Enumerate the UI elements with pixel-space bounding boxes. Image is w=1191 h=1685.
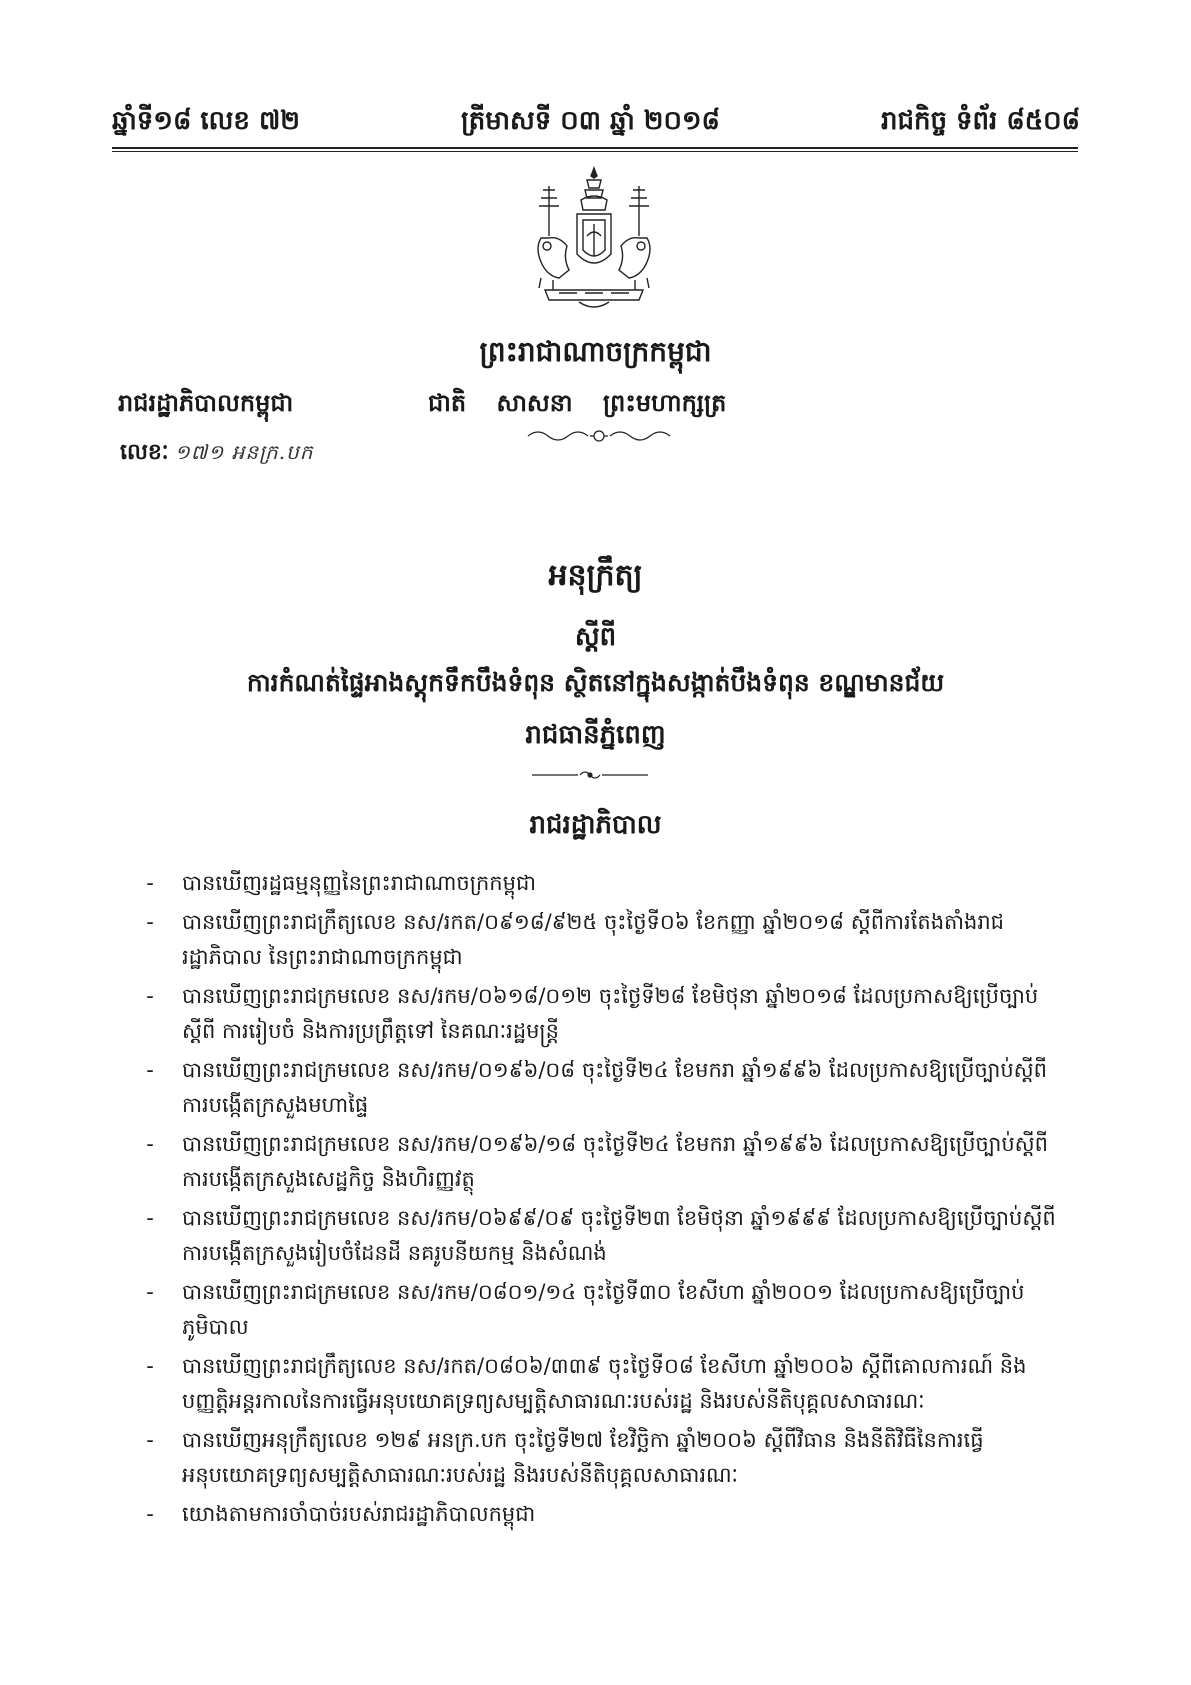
recital-text: បានឃើញព្រះរាជក្រមលេខ នស/រកម/០១៩៦/១៨ ចុះថ្ងៃទី២៤ ខែមករា ឆ្នាំ១៩៩៦ ដែលប្រកាសឱ្យប្រើច្បាប់ស្តីពីការបង្កើតក្រសួងសេដ្ឋកិច្ច និងហិរញ្ញវត្ថុ — [182, 1132, 1048, 1191]
reference-value: ១៧១ អនក្រ.បក — [174, 440, 314, 464]
recital-text: បានឃើញព្រះរាជក្រមលេខ នស/រកម/០៦១៨/០១២ ចុះថ្ងៃទី២៨ ខែមិថុនា ឆ្នាំ២០១៨ ដែលប្រកាសឱ្យប្រើច្បាប់ស្តីពី ការរៀបចំ និងការប្រព្រឹត្តទៅ នៃគណៈរដ្ឋមន្ត្រី — [182, 984, 1039, 1043]
list-item — [140, 1201, 1060, 1271]
list-marker: - — [146, 1502, 154, 1526]
recital-text: បានឃើញរដ្ឋធម្មនុញ្ញនៃព្រះរាជាណាចក្រកម្ពុជា — [182, 871, 536, 895]
list-marker: - — [146, 1280, 154, 1304]
reference-number — [120, 438, 313, 470]
period: ត្រីមាសទី ០៣ ឆ្នាំ ២០១៨ — [460, 106, 720, 136]
recital-text: បានឃើញព្រះរាជក្រឹត្យលេខ នស/រកត/០៨០៦/៣៣៩ ចុះថ្ងៃទី០៨ ខែសីហា ឆ្នាំ២០០៦ ស្តីពីគោលការណ៍ និងបញ្ញត្តិអន្តរកាលនៃការធ្វើអនុបយោគទ្រព្យសម្បត្តិសាធារណៈរបស់រដ្ឋ និងរបស់នីតិបុគ្គលសាធារណៈ — [182, 1354, 1027, 1413]
issuer: រាជរដ្ឋាភិបាលកម្ពុជា — [118, 389, 294, 417]
header-rule — [112, 147, 1078, 152]
royal-arms-emblem-icon — [519, 166, 669, 316]
list-item — [140, 866, 1060, 901]
recitals-list — [140, 866, 1060, 1536]
year-issue: ឆ្នាំទី១៨ លេខ ៧២ — [112, 106, 300, 136]
gazette-header — [112, 92, 1080, 142]
gazette-page-number: រាជកិច្ច ទំព័រ ៨៥០៨ — [880, 106, 1080, 136]
recital-text: បានឃើញព្រះរាជក្រមលេខ នស/រកម/០៦៩៩/០៩ ចុះថ្ងៃទី២៣ ខែមិថុនា ឆ្នាំ១៩៩៩ ដែលប្រកាសឱ្យប្រើច្បាប់ស្តីពីការបង្កើតក្រសួងរៀបចំដែនដី នគរូបនីយកម្ម និងសំណង់ — [182, 1206, 1056, 1265]
recital-text: បានឃើញព្រះរាជក្រឹត្យលេខ នស/រកត/០៩១៨/៩២៥ ចុះថ្ងៃទី០៦ ខែកញ្ញា ឆ្នាំ២០១៨ ស្តីពីការតែងតាំងរាជរដ្ឋាភិបាល នៃព្រះរាជាណាចក្រកម្ពុជា — [182, 910, 1005, 969]
list-marker: - — [146, 984, 154, 1008]
recital-text: បានឃើញព្រះរាជក្រមលេខ នស/រកម/០១៩៦/០៨ ចុះថ្ងៃទី២៤ ខែមករា ឆ្នាំ១៩៩៦ ដែលប្រកាសឱ្យប្រើច្បាប់ស្តីពីការបង្កើតក្រសួងមហាផ្ទៃ — [182, 1058, 1047, 1117]
recital-text: បានឃើញព្រះរាជក្រមលេខ នស/រកម/០៨០១/១៤ ចុះថ្ងៃទី៣០ ខែសីហា ឆ្នាំ២០០១ ដែលប្រកាសឱ្យប្រើច្បាប់ភូមិបាល — [182, 1280, 1025, 1339]
list-item — [140, 1275, 1060, 1345]
list-marker: - — [146, 871, 154, 895]
kingdom-name: ព្រះរាជាណាចក្រកម្ពុជា — [479, 335, 712, 368]
list-marker: - — [146, 1206, 154, 1230]
list-item — [140, 1497, 1060, 1532]
recital-text: យោងតាមការចាំបាច់របស់រាជរដ្ឋាភិបាលកម្ពុជា — [182, 1502, 536, 1526]
list-item — [140, 1423, 1060, 1493]
list-marker: - — [146, 1132, 154, 1156]
list-item — [140, 1053, 1060, 1123]
ornament-divider-icon — [530, 768, 650, 782]
list-marker: - — [146, 1428, 154, 1452]
document-subject: ការកំណត់ផ្ទៃអាងស្តុកទឹកបឹងទំពុន ស្ថិតនៅក្នុងសង្កាត់បឹងទំពុន ខណ្ឌមានជ័យ — [246, 668, 945, 697]
reference-label: លេខៈ — [120, 440, 169, 465]
list-item — [140, 1127, 1060, 1197]
list-marker: - — [146, 1354, 154, 1378]
ornament-divider-icon — [524, 426, 674, 446]
list-marker: - — [146, 1058, 154, 1082]
document-on: ស្តីពី — [574, 622, 617, 652]
list-marker: - — [146, 910, 154, 934]
list-item — [140, 979, 1060, 1049]
national-motto: ជាតិ សាសនា ព្រះមហាក្សត្រ — [428, 389, 727, 417]
list-item — [140, 1349, 1060, 1419]
issuing-authority: រាជរដ្ឋាភិបាល — [529, 810, 662, 840]
recital-text: បានឃើញអនុក្រឹត្យលេខ ១២៩ អនក្រ.បក ចុះថ្ងៃទី២៧ ខែវិច្ឆិកា ឆ្នាំ២០០៦ ស្តីពីវិធាន និងនីតិវិធីនៃការធ្វើអនុបយោគទ្រព្យសម្បត្តិសាធារណៈរបស់រដ្ឋ និងរបស់នីតិបុគ្គលសាធារណៈ — [182, 1428, 984, 1487]
document-place: រាជធានីភ្នំពេញ — [525, 720, 666, 750]
document-type: អនុក្រឹត្យ — [548, 558, 643, 593]
list-item — [140, 905, 1060, 975]
